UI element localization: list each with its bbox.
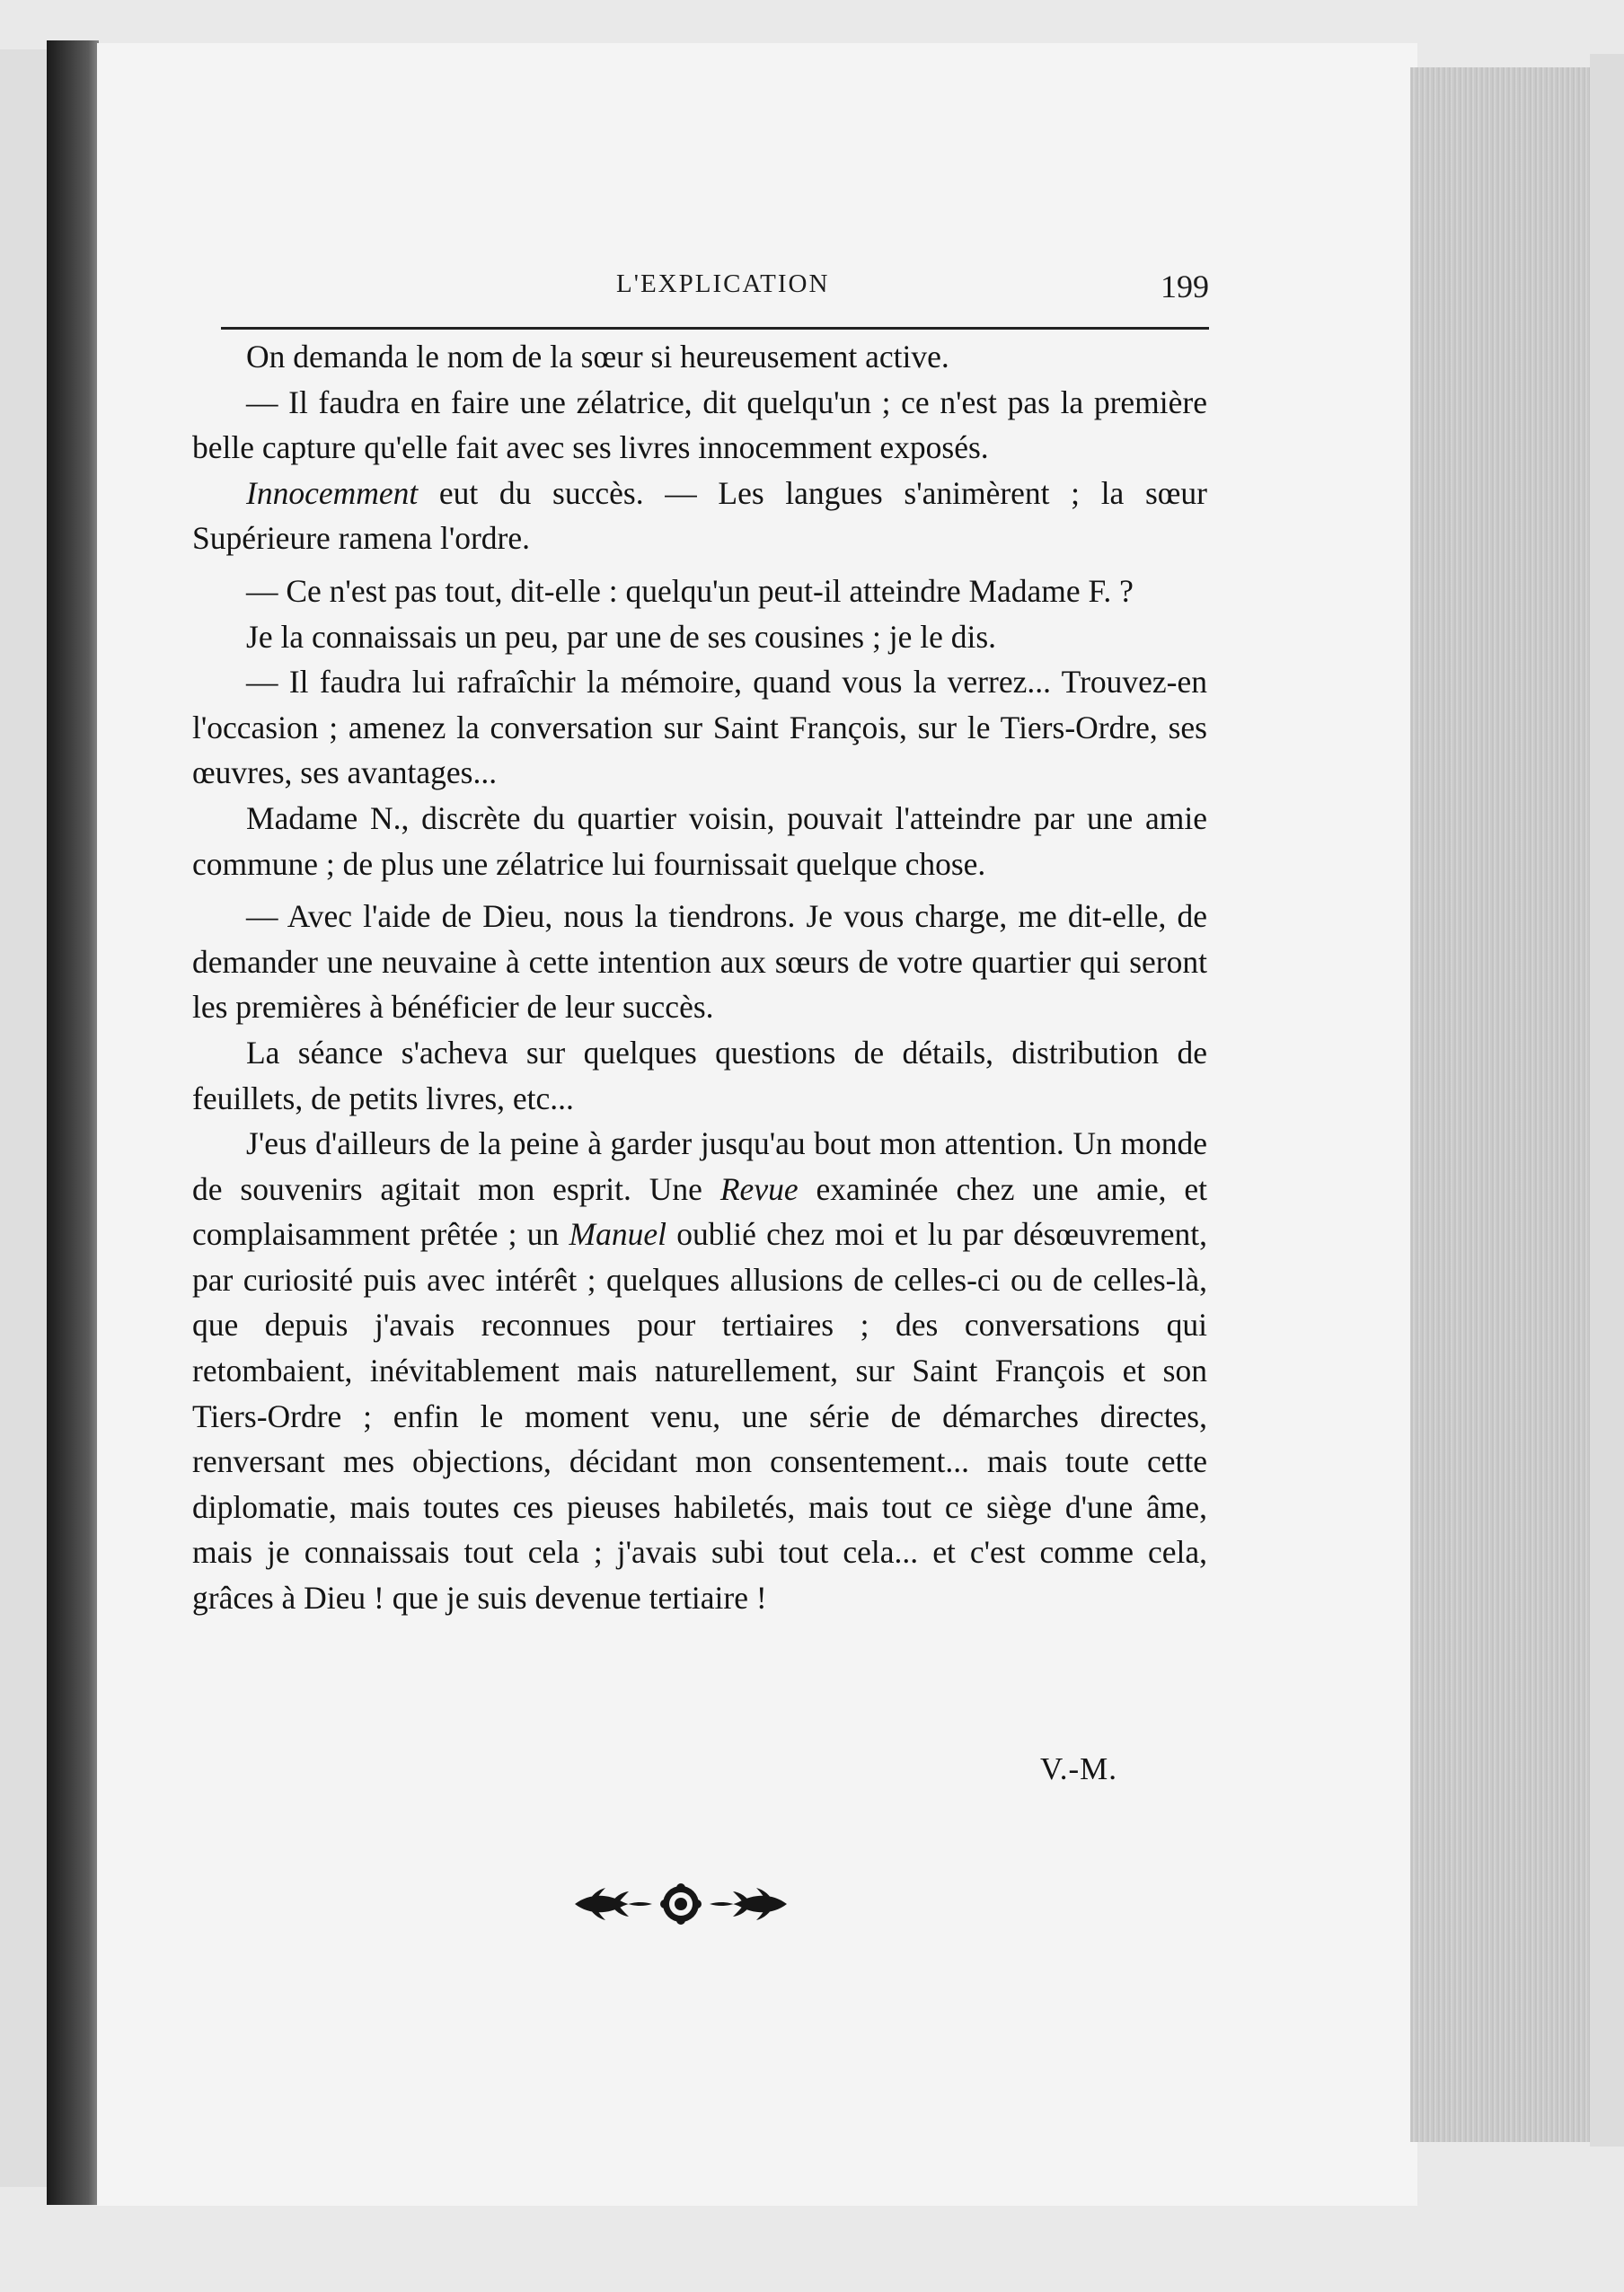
paragraph — [192, 380, 1207, 471]
text-run: oublié chez moi et lu par désœuvrement, par curiosité puis avec intérêt ; quelques allusions de celles-ci ou de celles-là, que depuis j'avais reconnues pour tertiaires ; des conversations qui retombaient, inévitablement mais naturellement, sur Saint François et son Tiers-Ordre ; enfin le moment venu, une série de démarches directes, renversant mes objections, décidant mon consentement... mais toute cette diplomatie, mais toutes ces pieuses habiletés, mais tout ce siège d'une âme, mais je connaissais tout cela ; j'avais subi tout cela... et c'est comme cela, grâces à Dieu ! que je suis devenue tertiaire ! — [192, 1216, 1208, 1617]
italic-text: Revue — [719, 1170, 799, 1207]
paragraph — [192, 796, 1207, 886]
page-edges — [1410, 67, 1590, 2142]
signature: V.-M. — [1039, 1751, 1117, 1786]
paragraph — [192, 614, 1207, 660]
floral-fleuron-icon — [571, 1877, 790, 1931]
page-header — [221, 262, 1209, 316]
text-run: — Avec l'aide de Dieu, nous la tiendrons. Je vous charge, me dit-elle, de demander une neuvaine à cette intention aux sœurs de votre quartier qui seront les premières à bénéficier de leur succès. — [192, 898, 1207, 1026]
text-run: Je la connaissais un peu, par une de ses cousines ; je le dis. — [246, 618, 997, 655]
text-run: Madame N., discrète du quartier voisin, pouvait l'atteindre par une amie commune ; de plus une zélatrice lui fournissait quelque chose. — [192, 799, 1207, 882]
text-run: examinée chez une amie, et complaisamment prêtée ; un — [192, 1170, 1208, 1253]
paragraph — [192, 894, 1207, 1030]
paragraph — [192, 1121, 1207, 1621]
header-rule — [221, 327, 1209, 330]
text-run: — Il faudra en faire une zélatrice, dit quelqu'un ; ce n'est pas la première belle capture qu'elle fait avec ses livres innocemment exposés. — [192, 383, 1207, 466]
text-run: — Il faudra lui rafraîchir la mémoire, quand vous la verrez... Trouvez-en l'occasion ; amenez la conversation sur Saint François, sur le Tiers-Ordre, ses œuvres, ses avantages... — [192, 664, 1207, 791]
body-text — [192, 334, 1207, 1621]
paragraph — [192, 1030, 1207, 1121]
paragraph — [192, 471, 1207, 561]
text-run: J'eus d'ailleurs de la peine à garder jusqu'au bout mon attention. Un monde de souvenirs agitait mon esprit. Une — [192, 1125, 1207, 1207]
text-run: La séance s'acheva sur quelques questions de détails, distribution de feuillets, de petits livres, etc... — [192, 1034, 1207, 1116]
italic-text: Innocemment — [246, 474, 419, 511]
running-head: L'EXPLICATION — [616, 269, 830, 298]
scan-margin-right — [1590, 54, 1624, 2147]
italic-text: Manuel — [569, 1216, 666, 1253]
paragraph — [192, 334, 1207, 380]
paragraph — [192, 659, 1207, 796]
text-run: — Ce n'est pas tout, dit-elle : quelqu'un peut-il atteindre Madame F. ? — [246, 572, 1134, 609]
paragraph — [192, 569, 1207, 614]
text-run: eut du succès. — Les langues s'animèrent ; la sœur Supérieure ramena l'ordre. — [192, 474, 1207, 557]
text-run: On demanda le nom de la sœur si heureusement active. — [246, 339, 949, 375]
book-binding — [47, 40, 99, 2205]
page-number: 199 — [1161, 269, 1209, 304]
